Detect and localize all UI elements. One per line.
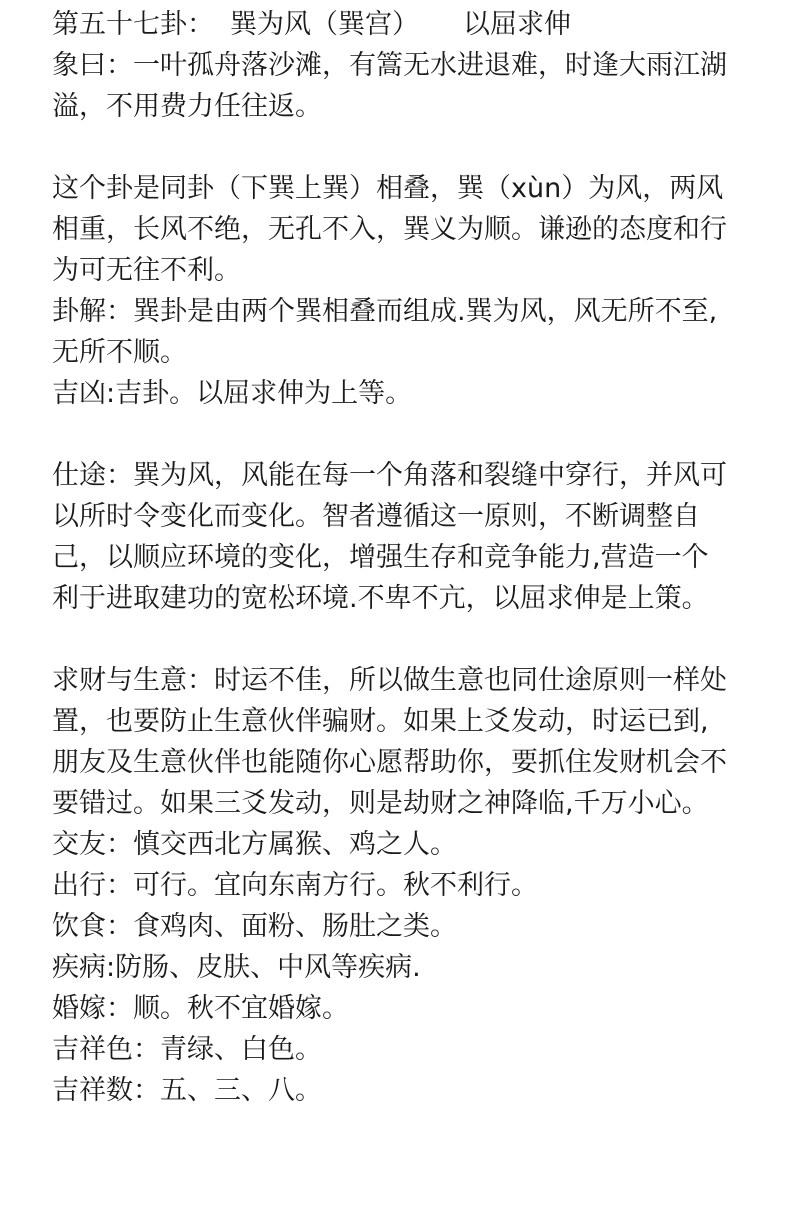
shi-tu-line: 以所时令变化而变化。智者遵循这一原则，不断调整自 xyxy=(52,501,700,532)
hun-jia-line: 婚嫁：顺。秋不宜婚嫁。 xyxy=(52,993,349,1024)
jiao-you-line: 交友：慎交西北方属猴、鸡之人。 xyxy=(52,829,457,860)
ji-xiong-line: 吉凶:吉卦。以屈求伸为上等。 xyxy=(52,378,413,409)
hexagram-number: 第五十七卦： xyxy=(52,9,214,40)
qiu-cai-line: 朋友及生意伙伴也能随你心愿帮助你，要抓住发财机会不 xyxy=(52,747,727,778)
xiang-text-line: 象曰：一叶孤舟落沙滩，有篙无水进退难，时逢大雨江湖 xyxy=(52,50,727,81)
paragraph-spacer xyxy=(52,619,752,660)
hexagram-title xyxy=(52,4,752,45)
yin-shi-line: 饮食：食鸡肉、面粉、肠肚之类。 xyxy=(52,911,457,942)
ji-xiang-se-line: 吉祥色：青绿、白色。 xyxy=(52,1034,322,1065)
shi-tu-line: 利于进取建功的宽松环境.不卑不亢，以屈求伸是上策。 xyxy=(52,583,709,614)
gua-jie-line: 卦解：巽卦是由两个巽相叠而组成.巽为风，风无所不至, xyxy=(52,296,718,327)
hexagram-motto: 以屈求伸 xyxy=(463,9,571,40)
intro-text-line: 这个卦是同卦（下巽上巽）相叠，巽（xùn）为风，两风 xyxy=(52,173,724,204)
xiang-text-line: 溢，不用费力任往返。 xyxy=(52,91,322,122)
shi-tu-line: 己，以顺应环境的变化，增强生存和竞争能力,营造一个 xyxy=(52,542,709,573)
ji-bing-line: 疾病:防肠、皮肤、中风等疾病. xyxy=(52,952,421,983)
chu-xing-line: 出行：可行。宜向东南方行。秋不利行。 xyxy=(52,870,538,901)
paragraph-spacer xyxy=(52,414,752,455)
qiu-cai-line: 置，也要防止生意伙伴骗财。如果上爻发动，时运已到, xyxy=(52,706,709,737)
shi-tu-line: 仕途：巽为风，风能在每一个角落和裂缝中穿行，并风可 xyxy=(52,460,727,491)
paragraph-spacer xyxy=(52,127,752,168)
gua-jie-line: 无所不顺。 xyxy=(52,337,187,368)
qiu-cai-line: 求财与生意：时运不佳，所以做生意也同仕途原则一样处 xyxy=(52,665,727,696)
ji-xiang-shu-line: 吉祥数：五、三、八。 xyxy=(52,1075,322,1106)
intro-text-line: 为可无往不利。 xyxy=(52,255,241,286)
intro-text-line: 相重，长风不绝，无孔不入，巽义为顺。谦逊的态度和行 xyxy=(52,214,727,245)
qiu-cai-line: 要错过。如果三爻发动，则是劫财之神降临,千万小心。 xyxy=(52,788,709,819)
hexagram-name: 巽为风（巽宫） xyxy=(230,9,419,40)
